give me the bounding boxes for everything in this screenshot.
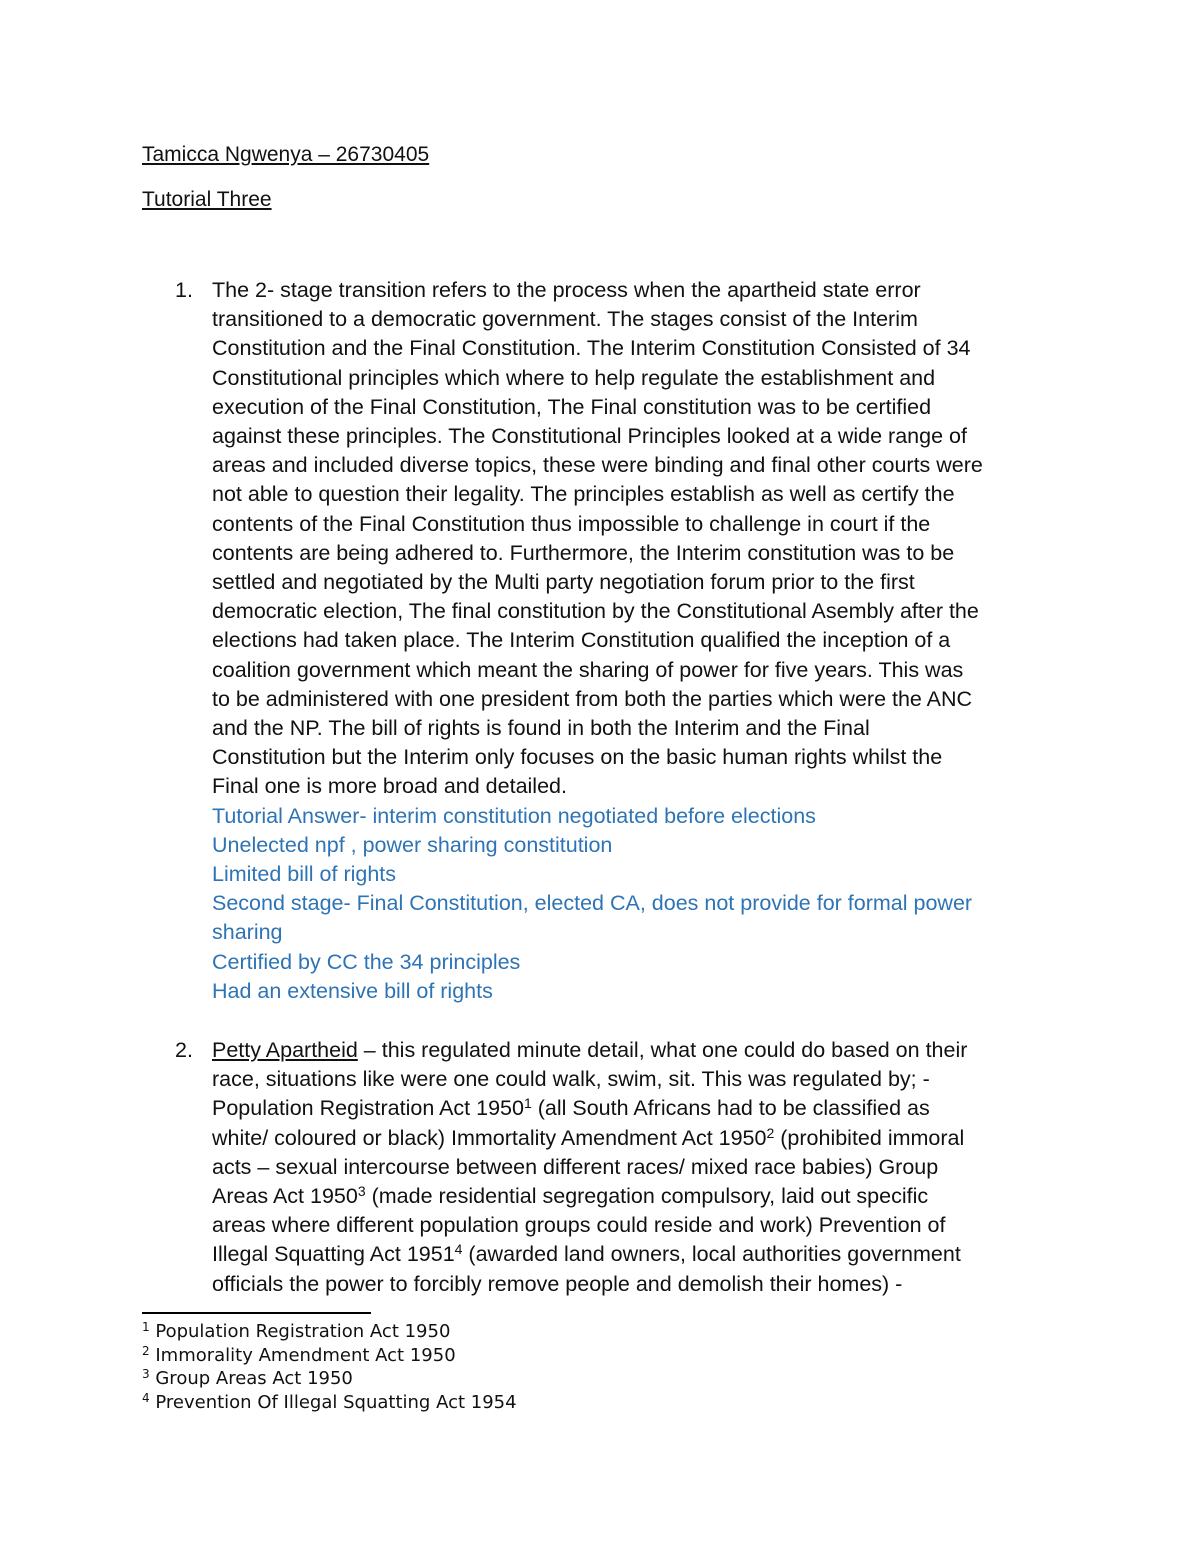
list-number: 1. <box>175 278 193 302</box>
text-line: settled and negotiated by the Multi party negotiation forum prior to the first <box>212 570 915 595</box>
petty-apartheid-heading: Petty Apartheid <box>212 1038 358 1062</box>
text-line: against these principles. The Constitutional Principles looked at a wide range of <box>212 424 967 449</box>
text-line: The 2- stage transition refers to the process when the apartheid state error <box>212 278 921 302</box>
footnote-mark: 4 <box>142 1390 150 1405</box>
answer-line: Certified by CC the 34 principles <box>212 949 521 974</box>
answer-line: Unelected npf , power sharing constitution <box>212 832 613 857</box>
author-heading: Tamicca Ngwenya – 26730405 <box>142 143 430 166</box>
footnote-1 <box>142 1320 517 1344</box>
footnote-separator <box>142 1312 371 1314</box>
footnote-ref-4[interactable]: 4 <box>454 1241 463 1258</box>
question-2-body <box>212 1036 1072 1299</box>
text-span: white/ coloured or black) Immortality Amendment Act 1950 <box>212 1125 767 1150</box>
text-line: transitioned to a democratic government. The stages consist of the Interim <box>212 307 918 332</box>
text-span: (awarded land owners, local authorities government <box>462 1242 961 1267</box>
text-span: Illegal Squatting Act 1951 <box>212 1242 455 1267</box>
text-line <box>212 1124 1072 1153</box>
question-1-body <box>212 276 1072 1006</box>
text-line: to be administered with one president from both the parties which were the ANC <box>212 686 973 711</box>
text-line: not able to question their legality. The principles establish as well as certify the <box>212 482 955 507</box>
list-number: 2. <box>175 1038 193 1062</box>
text-span: (made residential segregation compulsory, laid out specific <box>365 1184 929 1209</box>
text-line <box>212 1036 1072 1065</box>
footnote-ref-2[interactable]: 2 <box>766 1124 775 1141</box>
footnote-text: Immorality Amendment Act 1950 <box>149 1344 456 1366</box>
footnotes <box>142 1320 517 1414</box>
text-line: areas where different population groups could reside and work) Prevention of <box>212 1213 946 1238</box>
answer-line: Second stage- Final Constitution, elected CA, does not provide for formal power <box>212 891 973 916</box>
text-line: coalition government which meant the sharing of power for five years. This was <box>212 657 964 682</box>
question-2 <box>142 1036 1072 1299</box>
text-line: elections had taken place. The Interim Constitution qualified the inception of a <box>212 628 951 653</box>
text-span: – this regulated minute detail, what one could do based on their <box>357 1038 968 1062</box>
document-title: Tutorial Three <box>142 188 272 211</box>
text-line: Final one is more broad and detailed. <box>212 774 567 799</box>
text-span: (prohibited immoral <box>774 1125 965 1150</box>
footnote-ref-1[interactable]: 1 <box>523 1095 532 1112</box>
footnote-4 <box>142 1391 517 1415</box>
footnote-3 <box>142 1367 517 1391</box>
text-line <box>212 1240 1072 1269</box>
footnote-mark: 1 <box>142 1320 150 1334</box>
text-line: Constitution and the Final Constitution. The Interim Constitution Consisted of 34 <box>212 336 971 361</box>
footnote-text: Prevention Of Illegal Squatting Act 1954 <box>149 1391 517 1413</box>
footnote-ref-3[interactable]: 3 <box>357 1183 366 1200</box>
text-line: Constitution but the Interim only focuses on the basic human rights whilst the <box>212 745 943 770</box>
answer-line: Limited bill of rights <box>212 862 397 887</box>
text-span: (all South Africans had to be classified as <box>531 1096 930 1121</box>
text-line: and the NP. The bill of rights is found in both the Interim and the Final <box>212 716 870 741</box>
footnote-2 <box>142 1344 517 1368</box>
answer-line: sharing <box>212 920 283 945</box>
text-line: democratic election, The final constitution by the Constitutional Asembly after the <box>212 599 979 624</box>
text-line: execution of the Final Constitution, The Final constitution was to be certified <box>212 394 932 419</box>
footnote-mark: 3 <box>142 1367 150 1381</box>
question-1 <box>142 276 1072 1006</box>
text-span: Population Registration Act 1950 <box>212 1096 524 1121</box>
text-line <box>212 1094 1072 1123</box>
footnote-text: Group Areas Act 1950 <box>149 1368 353 1389</box>
answer-line: Had an extensive bill of rights <box>212 978 493 1003</box>
text-line: Constitutional principles which where to help regulate the establishment and <box>212 365 936 390</box>
text-line: contents are being adhered to. Furthermore, the Interim constitution was to be <box>212 540 955 565</box>
answer-line: Tutorial Answer- interim constitution negotiated before elections <box>212 803 816 828</box>
text-line: areas and included diverse topics, these were binding and final other courts were <box>212 453 983 478</box>
footnote-mark: 2 <box>142 1343 150 1358</box>
text-line: acts – sexual intercourse between different races/ mixed race babies) Group <box>212 1154 939 1179</box>
text-line <box>212 1182 1072 1211</box>
text-line: officials the power to forcibly remove people and demolish their homes) - <box>212 1271 903 1296</box>
text-span: Areas Act 1950 <box>212 1184 358 1209</box>
text-line: race, situations like were one could walk, swim, sit. This was regulated by; - <box>212 1067 930 1092</box>
footnote-text: Population Registration Act 1950 <box>149 1321 451 1342</box>
text-line: contents of the Final Constitution thus impossible to challenge in court if the <box>212 511 931 536</box>
